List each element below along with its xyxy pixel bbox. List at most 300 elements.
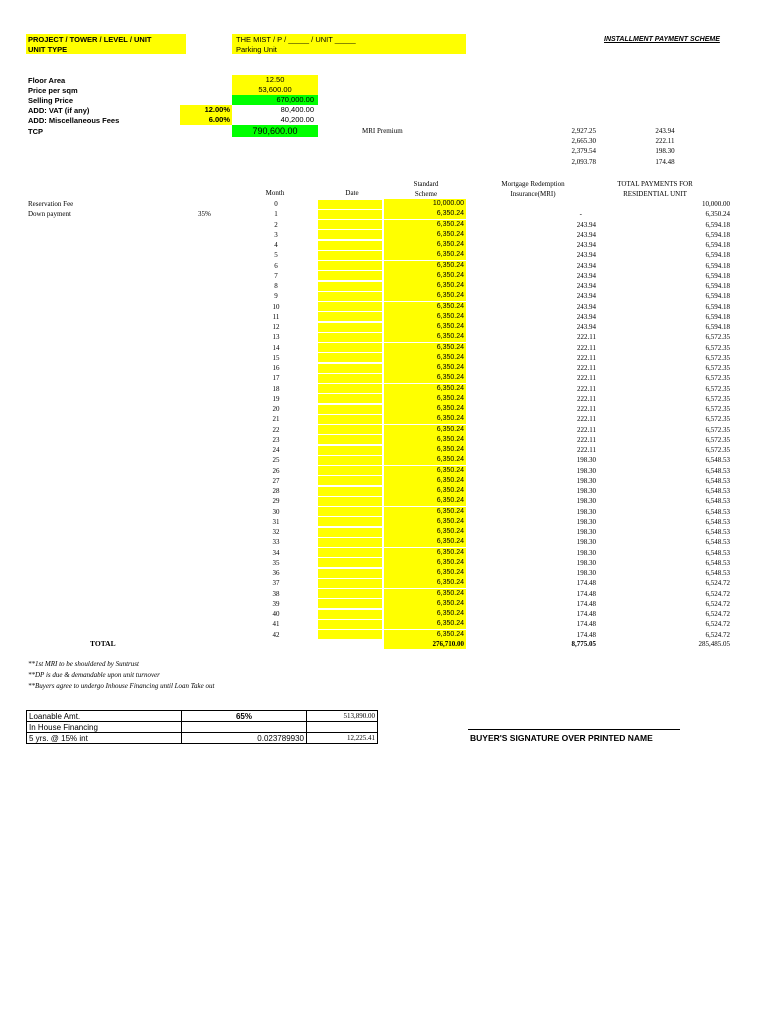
month-cell: 38: [272, 589, 280, 598]
schedule-row: [0, 466, 770, 476]
month-cell: 22: [272, 425, 280, 434]
mri-cell: 198.30: [576, 569, 596, 577]
standard-scheme-cell: 6,350.24: [384, 517, 466, 527]
standard-scheme-cell: 6,350.24: [384, 332, 466, 342]
unit-type-label: UNIT TYPE: [28, 45, 68, 54]
date-input-cell[interactable]: [318, 343, 382, 352]
date-input-cell[interactable]: [318, 589, 382, 598]
schedule-row: [0, 332, 770, 342]
total-payment-cell: 6,572.35: [705, 446, 730, 454]
standard-scheme-cell: 6,350.24: [384, 599, 466, 609]
schedule-row: [0, 281, 770, 291]
loan-row-loanable: [27, 711, 378, 722]
mri-cell: 174.48: [576, 620, 596, 629]
date-input-cell[interactable]: [318, 466, 382, 475]
date-input-cell[interactable]: [318, 415, 382, 424]
month-cell: 26: [272, 466, 280, 475]
mri-cell: 243.94: [576, 261, 596, 270]
standard-scheme-cell: 6,350.24: [384, 630, 466, 640]
schedule-row: [0, 271, 770, 281]
total-payment-cell: 6,572.35: [705, 394, 730, 403]
misc-pct[interactable]: 6.00%: [180, 115, 232, 125]
schedule-row: [0, 373, 770, 383]
tcp-label: TCP: [28, 127, 43, 136]
total-payment-cell: 6,548.53: [705, 487, 730, 495]
month-cell: 0: [274, 200, 278, 208]
total-payment-cell: 6,572.35: [705, 353, 730, 362]
date-input-cell[interactable]: [318, 292, 382, 301]
mri-premium-monthly: 243.94: [655, 127, 675, 135]
standard-scheme-cell: 6,350.24: [384, 250, 466, 260]
date-input-cell[interactable]: [318, 425, 382, 434]
month-cell: 9: [274, 292, 278, 301]
month-cell: 5: [274, 251, 278, 260]
project-label: PROJECT / TOWER / LEVEL / UNIT: [28, 35, 152, 44]
schedule-row: [0, 302, 770, 312]
misc-label: ADD: Miscellaneous Fees: [28, 116, 120, 125]
schedule-row: [0, 435, 770, 445]
month-cell: 11: [272, 312, 280, 321]
total-payment-cell: 6,572.35: [705, 425, 730, 434]
date-input-cell[interactable]: [318, 446, 382, 455]
standard-scheme-cell: 6,350.24: [384, 455, 466, 465]
date-input-cell[interactable]: [318, 364, 382, 373]
month-cell: 36: [272, 569, 280, 577]
total-payment-cell: 6,594.18: [705, 251, 730, 260]
mri-cell: 243.94: [576, 282, 596, 290]
selling-price-label: Selling Price: [28, 96, 74, 105]
schedule-row: [0, 230, 770, 240]
month-cell: 40: [272, 610, 280, 618]
mri-cell: 243.94: [576, 312, 596, 321]
standard-scheme-cell: 6,350.24: [384, 435, 466, 445]
date-input-cell[interactable]: [318, 548, 382, 557]
date-input-cell[interactable]: [318, 220, 382, 229]
mri-cell: 222.11: [577, 405, 596, 413]
date-input-cell[interactable]: [318, 353, 382, 362]
standard-scheme-cell: 6,350.24: [384, 353, 466, 363]
mri-cell: 243.94: [576, 323, 596, 331]
schedule-row: [0, 589, 770, 599]
standard-scheme-cell: 6,350.24: [384, 291, 466, 301]
mri-premium-monthly: 174.48: [655, 157, 675, 166]
mri-premium-value: 2,093.78: [571, 157, 596, 166]
date-input-cell[interactable]: [318, 507, 382, 516]
mri-cell: 222.11: [577, 435, 596, 444]
total-payment-cell: 6,572.35: [705, 364, 730, 372]
schedule-row: [0, 209, 770, 219]
date-input-cell[interactable]: [318, 599, 382, 608]
schedule-row: [0, 558, 770, 568]
mri-cell: 198.30: [576, 476, 596, 485]
date-input-cell[interactable]: [318, 579, 382, 588]
total-payment-cell: 6,572.35: [705, 384, 730, 393]
month-cell: 39: [272, 599, 280, 608]
total-payment-cell: 6,548.53: [705, 466, 730, 475]
total-payment-cell: 6,594.18: [705, 261, 730, 270]
header-standard: [395, 179, 457, 199]
month-cell: 12: [272, 323, 280, 331]
date-input-cell[interactable]: [318, 405, 382, 414]
schedule-row: [0, 486, 770, 496]
standard-scheme-cell: 6,350.24: [384, 445, 466, 455]
header-standard-line1: Standard: [413, 180, 439, 188]
standard-scheme-cell: 6,350.24: [384, 322, 466, 332]
standard-scheme-cell: 6,350.24: [384, 271, 466, 281]
month-cell: 18: [272, 384, 280, 393]
date-input-cell[interactable]: [318, 374, 382, 383]
standard-scheme-cell: 6,350.24: [384, 537, 466, 547]
inhouse-label: In House Financing: [27, 722, 182, 733]
month-cell: 29: [272, 497, 280, 506]
mri-cell: 222.11: [577, 364, 596, 372]
standard-scheme-cell: 6,350.24: [384, 619, 466, 629]
schedule-row: [0, 609, 770, 619]
floor-area-label: Floor Area: [28, 76, 66, 85]
total-label: TOTAL: [90, 639, 116, 648]
date-input-cell[interactable]: [318, 333, 382, 342]
month-cell: 2: [274, 220, 278, 229]
schedule-row: [0, 537, 770, 547]
date-input-cell[interactable]: [318, 200, 382, 209]
date-input-cell[interactable]: [318, 230, 382, 239]
date-input-cell[interactable]: [318, 610, 382, 619]
schedule-row: [0, 384, 770, 394]
schedule-row: [0, 517, 770, 527]
total-payment-cell: 6,572.35: [705, 374, 730, 383]
date-input-cell[interactable]: [318, 497, 382, 506]
total-payment-cell: 6,548.53: [705, 497, 730, 506]
schedule-row: [0, 445, 770, 455]
total-payment-cell: 6,548.53: [705, 528, 730, 536]
total-payments: 285,485.05: [698, 640, 730, 648]
note-3: **Buyers agree to undergo Inhouse Financing until Loan Take out: [28, 682, 215, 690]
month-cell: 7: [274, 271, 278, 280]
schedule-row: [0, 343, 770, 353]
header-total-line1: TOTAL PAYMENTS FOR: [617, 180, 693, 188]
mri-cell: 222.11: [577, 415, 596, 424]
loanable-value: [307, 711, 378, 722]
standard-scheme-cell: 6,350.24: [384, 558, 466, 568]
standard-scheme-cell: 6,350.24: [384, 548, 466, 558]
total-payment-cell: 6,594.18: [705, 241, 730, 249]
signature-label: BUYER'S SIGNATURE OVER PRINTED NAME: [470, 733, 653, 743]
mri-premium-label: MRI Premium: [362, 127, 403, 135]
total-payment-cell: 6,548.53: [705, 569, 730, 577]
total-payment-cell: 6,524.72: [705, 599, 730, 608]
date-input-cell[interactable]: [318, 302, 382, 311]
mri-premium-value: 2,379.54: [571, 147, 596, 156]
standard-scheme-cell: 6,350.24: [384, 312, 466, 322]
schedule-row: [0, 414, 770, 424]
header-mri-line2: Insurance(MRI): [510, 190, 556, 198]
loan-row-term: [27, 733, 378, 744]
total-payment-cell: 6,594.18: [705, 271, 730, 280]
date-input-cell[interactable]: [318, 394, 382, 403]
schedule-row: [0, 578, 770, 588]
header-total: [600, 179, 710, 199]
month-cell: 3: [274, 230, 278, 239]
mri-cell: 222.11: [577, 446, 596, 454]
vat-label: ADD: VAT (if any): [28, 106, 90, 115]
project-value[interactable]: THE MIST / P / _____ / UNIT _____: [236, 35, 356, 44]
date-input-cell[interactable]: [318, 210, 382, 219]
month-cell: 14: [272, 343, 280, 352]
schedule-row: [0, 353, 770, 363]
tcp-value: 790,600.00: [232, 125, 318, 137]
mri-cell: 222.11: [577, 425, 596, 434]
loan-monthly: [307, 733, 378, 744]
standard-scheme-cell: 6,350.24: [384, 404, 466, 414]
loanable-pct[interactable]: 65%: [182, 711, 307, 722]
loanable-value-text: 513,890.00: [343, 712, 375, 720]
schedule-row: [0, 527, 770, 537]
date-input-cell[interactable]: [318, 487, 382, 496]
mri-cell: 174.48: [576, 610, 596, 618]
date-input-cell[interactable]: [318, 456, 382, 465]
schedule-row: [0, 312, 770, 322]
mri-cell: 222.11: [577, 374, 596, 383]
mri-cell: 198.30: [576, 456, 596, 465]
down-payment-pct: 35%: [198, 210, 211, 219]
note-2: **DP is due & demandable upon unit turnover: [28, 671, 160, 679]
mri-cell: 198.30: [576, 517, 596, 526]
month-cell: 23: [272, 435, 280, 444]
date-input-cell[interactable]: [318, 261, 382, 270]
mri-cell: 174.48: [576, 630, 596, 639]
total-payment-cell: 6,548.53: [705, 548, 730, 557]
inhouse-empty-2: [307, 722, 378, 733]
total-payment-cell: 6,548.53: [705, 538, 730, 547]
mri-cell: 222.11: [577, 333, 596, 342]
total-standard: 276,710.00: [384, 639, 466, 649]
standard-scheme-cell: 6,350.24: [384, 414, 466, 424]
date-input-cell[interactable]: [318, 620, 382, 629]
mri-cell: 222.11: [577, 353, 596, 362]
mri-cell: 174.48: [576, 589, 596, 598]
standard-scheme-cell: 6,350.24: [384, 343, 466, 353]
standard-scheme-cell: 6,350.24: [384, 527, 466, 537]
total-payment-cell: 6,548.53: [705, 456, 730, 465]
total-payment-cell: 6,594.18: [705, 220, 730, 229]
standard-scheme-cell: 6,350.24: [384, 281, 466, 291]
month-cell: 32: [272, 528, 280, 536]
header-date: Date: [345, 189, 359, 197]
unit-type-value[interactable]: Parking Unit: [236, 45, 277, 54]
mri-cell: 174.48: [576, 599, 596, 608]
mri-cell: 243.94: [576, 220, 596, 229]
standard-scheme-cell: 6,350.24: [384, 302, 466, 312]
mri-cell: 198.30: [576, 466, 596, 475]
standard-scheme-cell: 6,350.24: [384, 496, 466, 506]
reservation-fee-label: Reservation Fee: [28, 200, 74, 208]
total-payment-cell: 6,594.18: [705, 292, 730, 301]
mri-cell: 198.30: [576, 528, 596, 536]
schedule-row: [0, 220, 770, 230]
mri-premium-value: 2,665.30: [571, 137, 596, 146]
term-label: 5 yrs. @ 15% int: [27, 733, 182, 744]
mri-premium-value: 2,927.25: [571, 127, 596, 135]
schedule-row: [0, 199, 770, 209]
date-input-cell[interactable]: [318, 538, 382, 547]
month-cell: 37: [272, 579, 280, 588]
month-cell: 19: [272, 394, 280, 403]
schedule-row: [0, 548, 770, 558]
schedule-row: [0, 261, 770, 271]
standard-scheme-cell: 6,350.24: [384, 209, 466, 219]
date-input-cell[interactable]: [318, 435, 382, 444]
total-payment-cell: 6,572.35: [705, 405, 730, 413]
standard-scheme-cell: 6,350.24: [384, 568, 466, 578]
schedule-row: [0, 496, 770, 506]
standard-scheme-cell: 10,000.00: [384, 199, 466, 209]
schedule-row: [0, 363, 770, 373]
month-cell: 13: [272, 333, 280, 342]
loan-row-inhouse: [27, 722, 378, 733]
total-payment-cell: 6,524.72: [705, 610, 730, 618]
standard-scheme-cell: 6,350.24: [384, 609, 466, 619]
date-input-cell[interactable]: [318, 282, 382, 291]
inhouse-empty-1: [182, 722, 307, 733]
standard-scheme-cell: 6,350.24: [384, 425, 466, 435]
loan-table: [26, 710, 378, 744]
month-cell: 25: [272, 456, 280, 465]
signature-line[interactable]: [468, 729, 680, 730]
standard-scheme-cell: 6,350.24: [384, 261, 466, 271]
month-cell: 33: [272, 538, 280, 547]
schedule-row: [0, 476, 770, 486]
schedule-row: [0, 619, 770, 629]
total-payment-cell: 6,572.35: [705, 415, 730, 424]
month-cell: 10: [272, 302, 280, 311]
date-input-cell[interactable]: [318, 630, 382, 639]
mri-cell: -: [579, 210, 582, 219]
mri-cell: 243.94: [576, 230, 596, 239]
month-cell: 20: [272, 405, 280, 413]
total-payment-cell: 6,548.53: [705, 558, 730, 567]
price-sqm-value[interactable]: 53,600.00: [232, 85, 318, 95]
date-input-cell[interactable]: [318, 517, 382, 526]
month-cell: 24: [272, 446, 280, 454]
mri-premium-monthly: 222.11: [655, 137, 675, 146]
total-payment-cell: 6,524.72: [705, 579, 730, 588]
standard-scheme-cell: 6,350.24: [384, 363, 466, 373]
total-payment-cell: 6,594.18: [705, 230, 730, 239]
header-month: Month: [265, 189, 285, 197]
mri-cell: 198.30: [576, 497, 596, 506]
total-payment-cell: 6,594.18: [705, 302, 730, 311]
mri-premium-monthly: 198.30: [655, 147, 675, 156]
total-payment-cell: 6,594.18: [705, 323, 730, 331]
header-standard-line2: Scheme: [414, 190, 438, 198]
standard-scheme-cell: 6,350.24: [384, 373, 466, 383]
date-input-cell[interactable]: [318, 558, 382, 567]
standard-scheme-cell: 6,350.24: [384, 384, 466, 394]
date-input-cell[interactable]: [318, 241, 382, 250]
month-cell: 35: [272, 558, 280, 567]
month-cell: 28: [272, 487, 280, 495]
header-total-line2: RESIDENTIAL UNIT: [623, 190, 687, 198]
month-cell: 41: [272, 620, 280, 629]
loan-factor: 0.023789930: [182, 733, 307, 744]
selling-price-value: 670,000.00: [232, 95, 318, 105]
loanable-label: Loanable Amt.: [27, 711, 182, 722]
total-payment-cell: 6,572.35: [705, 333, 730, 342]
standard-scheme-cell: 6,350.24: [384, 230, 466, 240]
schedule-row: [0, 404, 770, 414]
mri-cell: 198.30: [576, 548, 596, 557]
standard-scheme-cell: 6,350.24: [384, 466, 466, 476]
month-cell: 8: [274, 282, 278, 290]
header-mri-line1: Mortgage Redemption: [501, 180, 565, 188]
schedule-row: [0, 507, 770, 517]
total-payment-cell: 6,572.35: [705, 435, 730, 444]
total-payment-cell: 6,350.24: [705, 210, 730, 219]
date-input-cell[interactable]: [318, 271, 382, 280]
vat-value: 80,400.00: [280, 105, 314, 114]
total-payment-cell: 10,000.00: [702, 200, 730, 208]
mri-cell: 243.94: [576, 271, 596, 280]
header-mri: [480, 179, 586, 199]
total-payment-cell: 6,524.72: [705, 589, 730, 598]
down-payment-label: Down payment: [28, 210, 71, 219]
vat-pct[interactable]: 12.00%: [180, 105, 232, 115]
schedule-row: [0, 250, 770, 260]
mri-cell: 243.94: [576, 292, 596, 301]
standard-scheme-cell: 6,350.24: [384, 589, 466, 599]
date-input-cell[interactable]: [318, 569, 382, 578]
total-payment-cell: 6,548.53: [705, 507, 730, 516]
date-input-cell[interactable]: [318, 476, 382, 485]
floor-area-value[interactable]: 12.50: [232, 75, 318, 85]
month-cell: 27: [272, 476, 280, 485]
standard-scheme-cell: 6,350.24: [384, 220, 466, 230]
mri-cell: 198.30: [576, 538, 596, 547]
month-cell: 31: [272, 517, 280, 526]
date-input-cell[interactable]: [318, 528, 382, 537]
month-cell: 34: [272, 548, 280, 557]
standard-scheme-cell: 6,350.24: [384, 394, 466, 404]
mri-cell: 222.11: [577, 394, 596, 403]
month-cell: 17: [272, 374, 280, 383]
total-payment-cell: 6,594.18: [705, 312, 730, 321]
schedule-row: [0, 240, 770, 250]
misc-value: 40,200.00: [280, 115, 314, 124]
total-payment-cell: 6,548.53: [705, 517, 730, 526]
mri-cell: 243.94: [576, 302, 596, 311]
schedule-row: [0, 455, 770, 465]
schedule-row: [0, 291, 770, 301]
note-1: **1st MRI to be shouldered by Suntrust: [28, 660, 139, 668]
price-sqm-label: Price per sqm: [28, 86, 78, 95]
date-input-cell[interactable]: [318, 251, 382, 260]
date-input-cell[interactable]: [318, 312, 382, 321]
schedule-row: [0, 394, 770, 404]
total-payment-cell: 6,524.72: [705, 630, 730, 639]
standard-scheme-cell: 6,350.24: [384, 507, 466, 517]
date-input-cell[interactable]: [318, 384, 382, 393]
schedule-row: [0, 568, 770, 578]
mri-cell: 222.11: [577, 384, 596, 393]
month-cell: 4: [274, 241, 278, 249]
month-cell: 15: [272, 353, 280, 362]
month-cell: 30: [272, 507, 280, 516]
schedule-row: [0, 425, 770, 435]
date-input-cell[interactable]: [318, 323, 382, 332]
month-cell: 6: [274, 261, 278, 270]
schedule-row: [0, 322, 770, 332]
total-payment-cell: 6,548.53: [705, 476, 730, 485]
